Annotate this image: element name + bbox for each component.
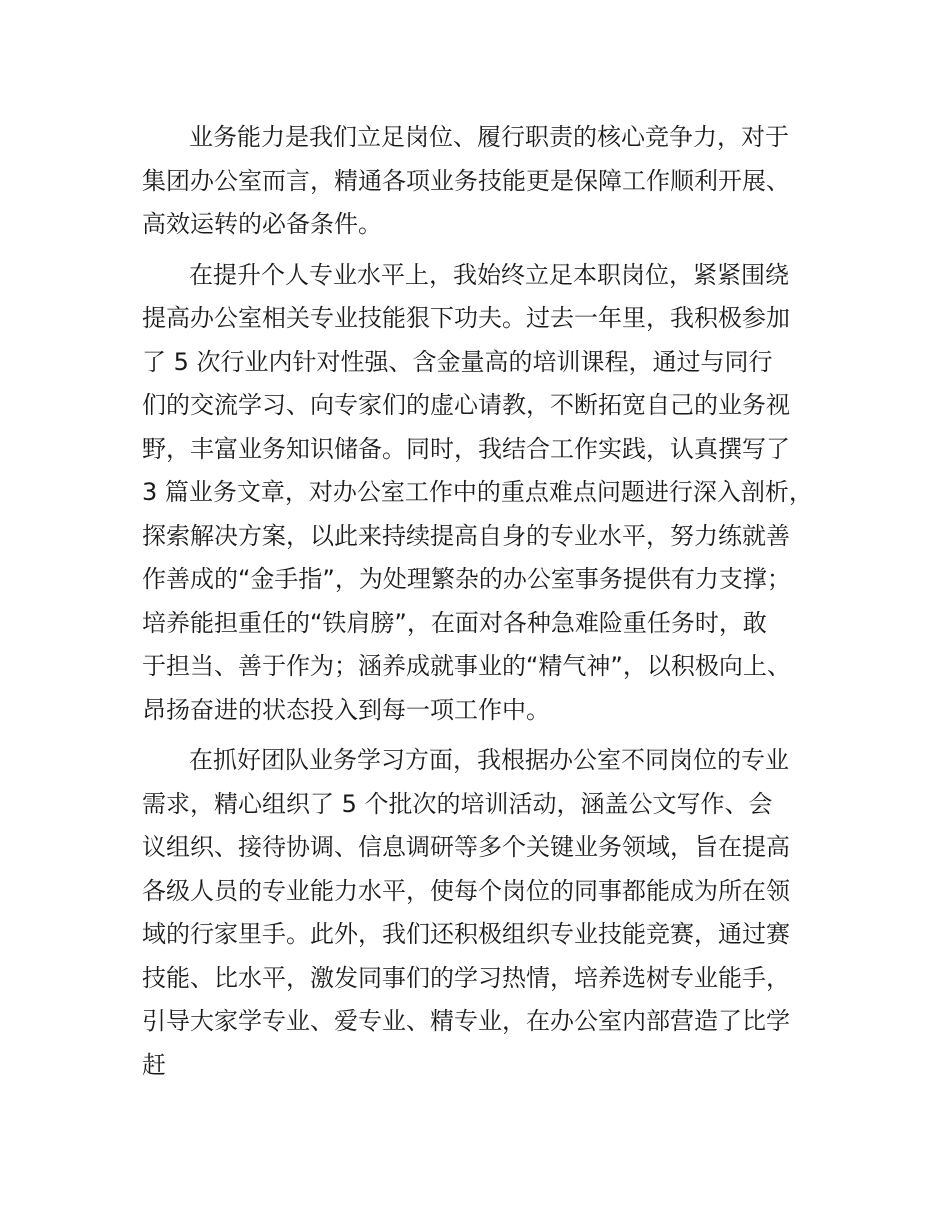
text-line: 业务能力是我们立足岗位、履行职责的核心竞争力，对于 (189, 123, 789, 151)
paragraph-intro (142, 116, 832, 247)
text-line: 昂扬奋进的状态投入到每一项工作中。 (142, 695, 550, 724)
text-line: 需求，精心组织了 5 个批次的培训活动，涵盖公文写作、会 (142, 789, 773, 818)
text-line: 们的交流学习、向专家们的虚心请教，不断拓宽自己的业务视 (142, 391, 790, 419)
text-line: 议组织、接待协调、信息调研等多个关键业务领域，旨在提高 (142, 833, 790, 861)
text-line: 野，丰富业务知识储备。同时，我结合工作实践，认真撰写了 (142, 434, 790, 463)
text-line: 引导大家学专业、爱专业、精专业，在办公室内部营造了比学 (142, 1007, 790, 1035)
text-line: 于担当、善于作为；涵养成就事业的“精气神”，以积极向上、 (142, 652, 791, 680)
text-line: 在提升个人专业水平上，我始终立足本职岗位，紧紧围绕 (189, 260, 789, 289)
text-line: 各级人员的专业能力水平，使每个岗位的同事都能成为所在领 (142, 876, 790, 905)
document-body (142, 116, 832, 1094)
text-line: 了 5 次行业内针对性强、含金量高的培训课程，通过与同行 (142, 347, 773, 376)
text-line: 高效运转的必备条件。 (142, 210, 382, 238)
text-line: 探索解决方案，以此来持续提高自身的专业水平，努力练就善 (142, 521, 790, 550)
text-line: 3 篇业务文章，对办公室工作中的重点难点问题进行深入剖析， (142, 478, 813, 506)
text-line: 在抓好团队业务学习方面，我根据办公室不同岗位的专业 (189, 746, 789, 774)
paragraph-personal-skills (142, 254, 832, 733)
text-line: 集团办公室而言，精通各项业务技能更是保障工作顺利开展、 (142, 166, 790, 195)
text-line: 赶 (142, 1050, 166, 1079)
paragraph-team-learning (142, 739, 832, 1087)
text-line: 作善成的“金手指”，为处理繁杂的办公室事务提供有力支撑； (142, 565, 791, 593)
text-line: 域的行家里手。此外，我们还积极组织专业技能竞赛，通过赛 (142, 920, 790, 948)
text-line: 培养能担重任的“铁肩膀”，在面对各种急难险重任务时，敢 (142, 608, 767, 637)
text-line: 技能、比水平，激发同事们的学习热情，培养选树专业能手， (142, 963, 790, 992)
text-line: 提高办公室相关专业技能狠下功夫。过去一年里，我积极参加 (142, 304, 790, 332)
